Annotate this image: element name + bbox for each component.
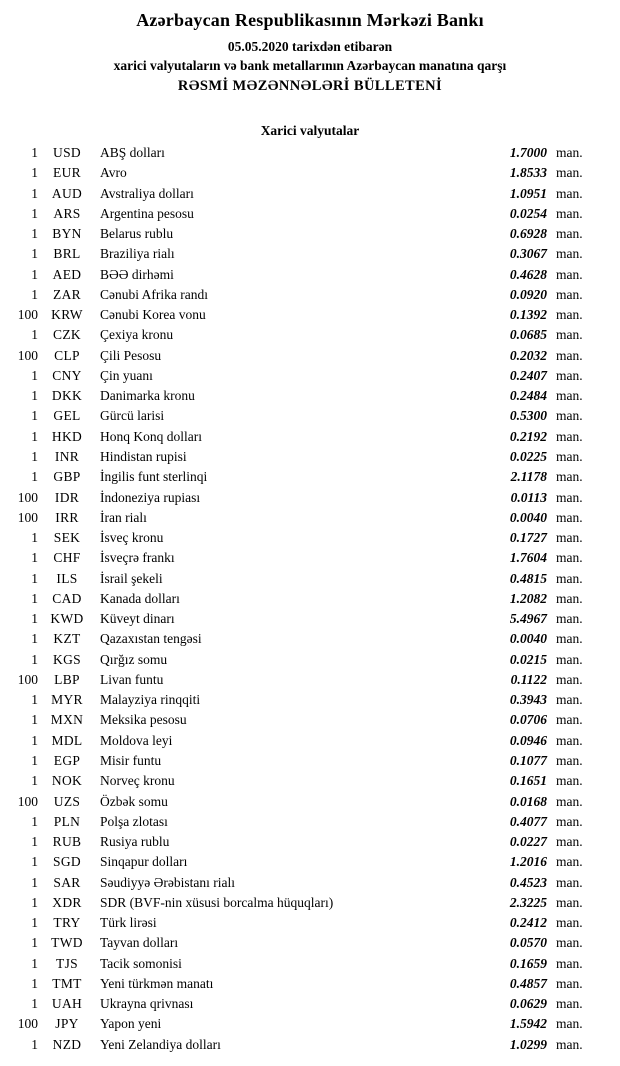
rate-unit: man.	[556, 1036, 583, 1052]
rate-unit: man.	[556, 813, 583, 829]
rate-row	[8, 935, 592, 955]
rate-name: Polşa zlotası	[100, 813, 168, 829]
rate-code: EGP	[53, 752, 81, 768]
rate-unit: man.	[556, 712, 583, 728]
rate-unit: man.	[556, 793, 583, 809]
rate-name: Səudiyyə Ərəbistanı rialı	[100, 874, 235, 890]
rate-code: IRR	[55, 509, 79, 525]
rate-value: 0.1392	[509, 307, 547, 323]
rate-code: KWD	[50, 611, 84, 627]
rate-qty: 1	[31, 205, 38, 221]
rate-row	[8, 611, 592, 631]
rate-value: 0.0254	[509, 205, 547, 221]
rate-qty: 1	[31, 530, 38, 546]
rate-value: 0.4628	[509, 266, 547, 282]
rate-row	[8, 631, 592, 651]
rate-qty: 1	[31, 631, 38, 647]
rate-qty: 1	[31, 469, 38, 485]
rate-value: 0.0706	[509, 712, 547, 728]
rate-name: Belarus rublu	[100, 226, 174, 242]
rate-code: XDR	[52, 894, 82, 910]
rate-row	[8, 814, 592, 834]
rate-unit: man.	[556, 448, 583, 464]
rate-unit: man.	[556, 165, 583, 181]
rate-name: İngilis funt sterlinqi	[100, 469, 208, 485]
rate-value: 0.0113	[510, 489, 547, 505]
rate-row	[8, 348, 592, 368]
rate-name: Avro	[100, 165, 127, 181]
bulletin-subtitle: xarici valyutaların və bank metallarının Azərbaycan manatına qarşı	[113, 58, 507, 73]
rate-value: 0.1651	[509, 773, 547, 789]
rate-name: Rusiya rublu	[100, 834, 170, 850]
rate-code: ARS	[53, 205, 81, 221]
rate-value: 0.4857	[509, 975, 547, 991]
effective-date: 05.05.2020 tarixdən etibarən	[227, 39, 393, 54]
rates-table	[0, 145, 620, 1057]
rate-unit: man.	[556, 935, 583, 951]
rate-code: MXN	[50, 712, 84, 728]
rate-qty: 1	[31, 752, 38, 768]
rate-code: GBP	[53, 469, 81, 485]
rate-qty: 1	[31, 732, 38, 748]
rate-name: Ukrayna qrivnası	[100, 996, 194, 1012]
rate-qty: 1	[31, 773, 38, 789]
rate-value: 1.7604	[509, 550, 547, 566]
rate-value: 0.1659	[509, 955, 547, 971]
rate-value: 2.1178	[510, 469, 547, 485]
rate-row	[8, 915, 592, 935]
rate-row	[8, 1037, 592, 1057]
rate-code: MDL	[51, 732, 83, 748]
rate-name: Çili Pesosu	[100, 347, 162, 363]
rate-row	[8, 571, 592, 591]
rate-unit: man.	[556, 145, 583, 160]
rate-row	[8, 449, 592, 469]
rate-qty: 100	[17, 793, 38, 809]
rate-name: Livan funtu	[100, 671, 164, 687]
rate-value: 0.2032	[509, 347, 547, 363]
rate-qty: 1	[31, 246, 38, 262]
rate-value: 0.1727	[509, 530, 547, 546]
rate-name: SDR (BVF-nin xüsusi borcalma hüquqları)	[100, 894, 334, 910]
rate-value: 0.2407	[509, 367, 547, 383]
rate-code: CHF	[53, 550, 81, 566]
rate-name: Meksika pesosu	[100, 712, 187, 728]
rate-value: 0.3943	[509, 692, 547, 708]
rate-name: Tayvan dolları	[100, 935, 179, 951]
rate-name: Danimarka kronu	[100, 388, 195, 404]
rate-unit: man.	[556, 246, 583, 262]
rate-qty: 1	[31, 813, 38, 829]
rate-value: 0.3067	[509, 246, 547, 262]
rate-value: 0.0040	[509, 509, 547, 525]
rate-code: UZS	[53, 793, 81, 809]
rate-name: Çexiya kronu	[100, 327, 174, 343]
rate-code: TRY	[53, 915, 81, 931]
rate-qty: 1	[31, 874, 38, 890]
rate-code: BRL	[53, 246, 81, 262]
rate-row	[8, 996, 592, 1016]
rate-qty: 1	[31, 651, 38, 667]
rate-code: IDR	[54, 489, 80, 505]
rate-value: 0.2412	[509, 915, 547, 931]
bulletin-header	[0, 10, 620, 97]
rate-unit: man.	[556, 307, 583, 323]
rate-value: 0.1077	[509, 752, 547, 768]
rate-code: CLP	[54, 347, 80, 363]
rate-row	[8, 246, 592, 266]
rate-value: 0.0225	[509, 448, 547, 464]
rate-code: USD	[53, 145, 81, 160]
rate-code: ILS	[56, 570, 78, 586]
rate-qty: 1	[31, 611, 38, 627]
rate-value: 0.0920	[509, 286, 547, 302]
rate-name: Kanada dolları	[100, 590, 180, 606]
rate-qty: 1	[31, 226, 38, 242]
section-title-foreign-currencies: Xarici valyutalar	[260, 123, 360, 138]
rate-name: Argentina pesosu	[100, 205, 194, 221]
rate-unit: man.	[556, 408, 583, 424]
rate-unit: man.	[556, 266, 583, 282]
rate-name: Küveyt dinarı	[100, 611, 175, 627]
rate-row	[8, 1016, 592, 1036]
rate-value: 0.0168	[509, 793, 547, 809]
rate-row	[8, 733, 592, 753]
rate-qty: 1	[31, 408, 38, 424]
rate-qty: 100	[17, 509, 38, 525]
rate-unit: man.	[556, 611, 583, 627]
rate-unit: man.	[556, 489, 583, 505]
rate-unit: man.	[556, 590, 583, 606]
rate-value: 1.7000	[509, 145, 547, 160]
rate-name: Sinqapur dolları	[100, 854, 188, 870]
rate-code: KRW	[51, 307, 83, 323]
rate-qty: 1	[31, 327, 38, 343]
rate-code: LBP	[54, 671, 80, 687]
rate-code: JPY	[55, 1016, 79, 1032]
rate-qty: 1	[31, 692, 38, 708]
rate-row	[8, 165, 592, 185]
rate-qty: 1	[31, 590, 38, 606]
rate-code: EUR	[53, 165, 81, 181]
rate-qty: 1	[31, 550, 38, 566]
rate-value: 0.4815	[509, 570, 547, 586]
rate-name: Tacik somonisi	[100, 955, 182, 971]
rate-value: 5.4967	[509, 611, 547, 627]
rate-code: INR	[54, 448, 80, 464]
rate-code: ZAR	[53, 286, 81, 302]
rate-row	[8, 226, 592, 246]
rate-value: 1.8533	[509, 165, 547, 181]
rate-code: NZD	[52, 1036, 82, 1052]
rate-qty: 100	[17, 489, 38, 505]
rate-code: CZK	[53, 327, 81, 343]
rate-unit: man.	[556, 550, 583, 566]
rate-row	[8, 672, 592, 692]
rate-qty: 1	[31, 570, 38, 586]
rate-qty: 1	[31, 145, 38, 160]
rate-qty: 1	[31, 448, 38, 464]
rate-code: TMT	[52, 975, 82, 991]
rate-qty: 1	[31, 975, 38, 991]
rate-row	[8, 490, 592, 510]
rate-name: Cənubi Korea vonu	[100, 307, 206, 323]
rate-code: PLN	[53, 813, 81, 829]
rate-qty: 100	[17, 1016, 38, 1032]
rate-code: HKD	[51, 428, 83, 444]
rate-qty: 1	[31, 996, 38, 1012]
rate-unit: man.	[556, 834, 583, 850]
rate-name: İsveçrə frankı	[100, 550, 175, 566]
rate-value: 2.3225	[509, 894, 547, 910]
rate-row	[8, 956, 592, 976]
rate-name: Honq Konq dolları	[100, 428, 202, 444]
rate-qty: 1	[31, 165, 38, 181]
rate-qty: 1	[31, 915, 38, 931]
rate-unit: man.	[556, 975, 583, 991]
rate-qty: 1	[31, 834, 38, 850]
rate-row	[8, 429, 592, 449]
rate-value: 0.6928	[509, 226, 547, 242]
rate-row	[8, 976, 592, 996]
rate-row	[8, 834, 592, 854]
rate-code: AED	[52, 266, 82, 282]
rate-name: Avstraliya dolları	[100, 185, 194, 201]
rate-row	[8, 854, 592, 874]
rate-code: DKK	[51, 388, 83, 404]
rate-name: Cənubi Afrika randı	[100, 286, 208, 302]
rate-row	[8, 145, 592, 165]
rate-name: Yeni Zelandiya dolları	[100, 1036, 221, 1052]
rate-code: KZT	[53, 631, 81, 647]
rate-qty: 1	[31, 428, 38, 444]
rate-value: 1.2082	[509, 590, 547, 606]
rate-unit: man.	[556, 205, 583, 221]
rate-row	[8, 287, 592, 307]
rate-name: Hindistan rupisi	[100, 448, 187, 464]
rate-code: GEL	[53, 408, 81, 424]
rate-value: 0.5300	[509, 408, 547, 424]
rate-code: TWD	[51, 935, 83, 951]
rate-code: TJS	[56, 955, 78, 971]
rate-value: 0.0040	[509, 631, 547, 647]
rate-code: BYN	[52, 226, 82, 242]
rate-value: 0.0215	[509, 651, 547, 667]
rate-code: SAR	[53, 874, 81, 890]
rate-name: İndoneziya rupiası	[100, 489, 201, 505]
rate-unit: man.	[556, 428, 583, 444]
rate-name: Gürcü larisi	[100, 408, 165, 424]
rate-name: Özbək somu	[100, 793, 168, 809]
rate-unit: man.	[556, 530, 583, 546]
rate-code: SGD	[53, 854, 81, 870]
rate-value: 0.2192	[509, 428, 547, 444]
rate-qty: 100	[17, 347, 38, 363]
rate-value: 0.0629	[509, 996, 547, 1012]
rate-row	[8, 408, 592, 428]
rate-row	[8, 307, 592, 327]
bulletin-name: RƏSMİ MƏZƏNNƏLƏRİ BÜLLETENİ	[177, 78, 443, 94]
rate-qty: 1	[31, 1036, 38, 1052]
rate-qty: 1	[31, 367, 38, 383]
rate-row	[8, 773, 592, 793]
rate-value: 1.0299	[509, 1036, 547, 1052]
rate-unit: man.	[556, 915, 583, 931]
rate-unit: man.	[556, 631, 583, 647]
rate-name: Norveç kronu	[100, 773, 175, 789]
rate-value: 0.0946	[509, 732, 547, 748]
rate-name: Qazaxıstan tengəsi	[100, 631, 202, 647]
rate-unit: man.	[556, 388, 583, 404]
rate-value: 1.0951	[509, 185, 547, 201]
rate-name: BƏƏ dirhəmi	[100, 266, 174, 282]
rate-row	[8, 712, 592, 732]
rate-row	[8, 794, 592, 814]
rate-unit: man.	[556, 327, 583, 343]
rate-qty: 1	[31, 854, 38, 870]
rate-name: Türk lirəsi	[100, 915, 157, 931]
rate-value: 0.4077	[509, 813, 547, 829]
rate-name: Çin yuanı	[100, 367, 153, 383]
rate-row	[8, 550, 592, 570]
rate-row	[8, 875, 592, 895]
rate-row	[8, 469, 592, 489]
rate-name: İsveç kronu	[100, 530, 164, 546]
rate-row	[8, 530, 592, 550]
rate-row	[8, 327, 592, 347]
rate-unit: man.	[556, 692, 583, 708]
rate-code: AUD	[51, 185, 83, 201]
rate-row	[8, 510, 592, 530]
rate-name: Braziliya rialı	[100, 246, 175, 262]
rate-unit: man.	[556, 226, 583, 242]
rate-qty: 1	[31, 266, 38, 282]
rate-row	[8, 753, 592, 773]
rate-unit: man.	[556, 996, 583, 1012]
rate-value: 0.4523	[509, 874, 547, 890]
rate-code: KGS	[53, 651, 81, 667]
rate-qty: 1	[31, 388, 38, 404]
rate-unit: man.	[556, 752, 583, 768]
rate-value: 1.5942	[509, 1016, 547, 1032]
rate-unit: man.	[556, 509, 583, 525]
rate-name: Yapon yeni	[100, 1016, 162, 1032]
rate-unit: man.	[556, 671, 583, 687]
rate-unit: man.	[556, 347, 583, 363]
rate-code: CNY	[52, 367, 82, 383]
rate-row	[8, 388, 592, 408]
rate-unit: man.	[556, 874, 583, 890]
rate-row	[8, 368, 592, 388]
rate-unit: man.	[556, 185, 583, 201]
rate-name: İsrail şekeli	[100, 570, 163, 586]
rate-unit: man.	[556, 854, 583, 870]
rate-name: Qırğız somu	[100, 651, 168, 667]
rate-value: 0.2484	[509, 388, 547, 404]
rate-unit: man.	[556, 651, 583, 667]
rate-qty: 100	[17, 671, 38, 687]
rate-qty: 100	[17, 307, 38, 323]
rate-row	[8, 895, 592, 915]
rate-name: ABŞ dolları	[100, 145, 165, 160]
rate-code: UAH	[51, 996, 83, 1012]
rate-unit: man.	[556, 570, 583, 586]
rate-unit: man.	[556, 286, 583, 302]
rate-qty: 1	[31, 286, 38, 302]
rate-code: SEK	[53, 530, 81, 546]
rate-value: 0.0227	[509, 834, 547, 850]
rate-row	[8, 652, 592, 672]
rate-row	[8, 692, 592, 712]
rate-code: RUB	[52, 834, 82, 850]
rate-name: Malayziya rinqqiti	[100, 692, 201, 708]
rate-row	[8, 206, 592, 226]
rate-unit: man.	[556, 469, 583, 485]
rate-row	[8, 591, 592, 611]
rate-unit: man.	[556, 773, 583, 789]
rate-value: 1.2016	[509, 854, 547, 870]
rate-qty: 1	[31, 894, 38, 910]
rate-unit: man.	[556, 732, 583, 748]
rate-value: 0.0685	[509, 327, 547, 343]
rate-qty: 1	[31, 935, 38, 951]
rate-name: İran rialı	[100, 509, 147, 525]
rate-name: Yeni türkmən manatı	[100, 975, 214, 991]
rate-row	[8, 267, 592, 287]
rate-unit: man.	[556, 955, 583, 971]
rate-code: MYR	[51, 692, 83, 708]
rate-unit: man.	[556, 1016, 583, 1032]
rate-unit: man.	[556, 367, 583, 383]
rate-code: NOK	[51, 773, 83, 789]
rate-value: 0.1122	[510, 671, 547, 687]
rate-code: CAD	[52, 590, 82, 606]
rate-qty: 1	[31, 712, 38, 728]
rate-value: 0.0570	[509, 935, 547, 951]
rate-name: Moldova leyi	[100, 732, 173, 748]
rate-name: Misir funtu	[100, 752, 162, 768]
rate-row	[8, 186, 592, 206]
bank-title: Azərbaycan Respublikasının Mərkəzi Bankı	[136, 10, 484, 30]
rate-qty: 1	[31, 955, 38, 971]
rate-unit: man.	[556, 894, 583, 910]
rate-qty: 1	[31, 185, 38, 201]
